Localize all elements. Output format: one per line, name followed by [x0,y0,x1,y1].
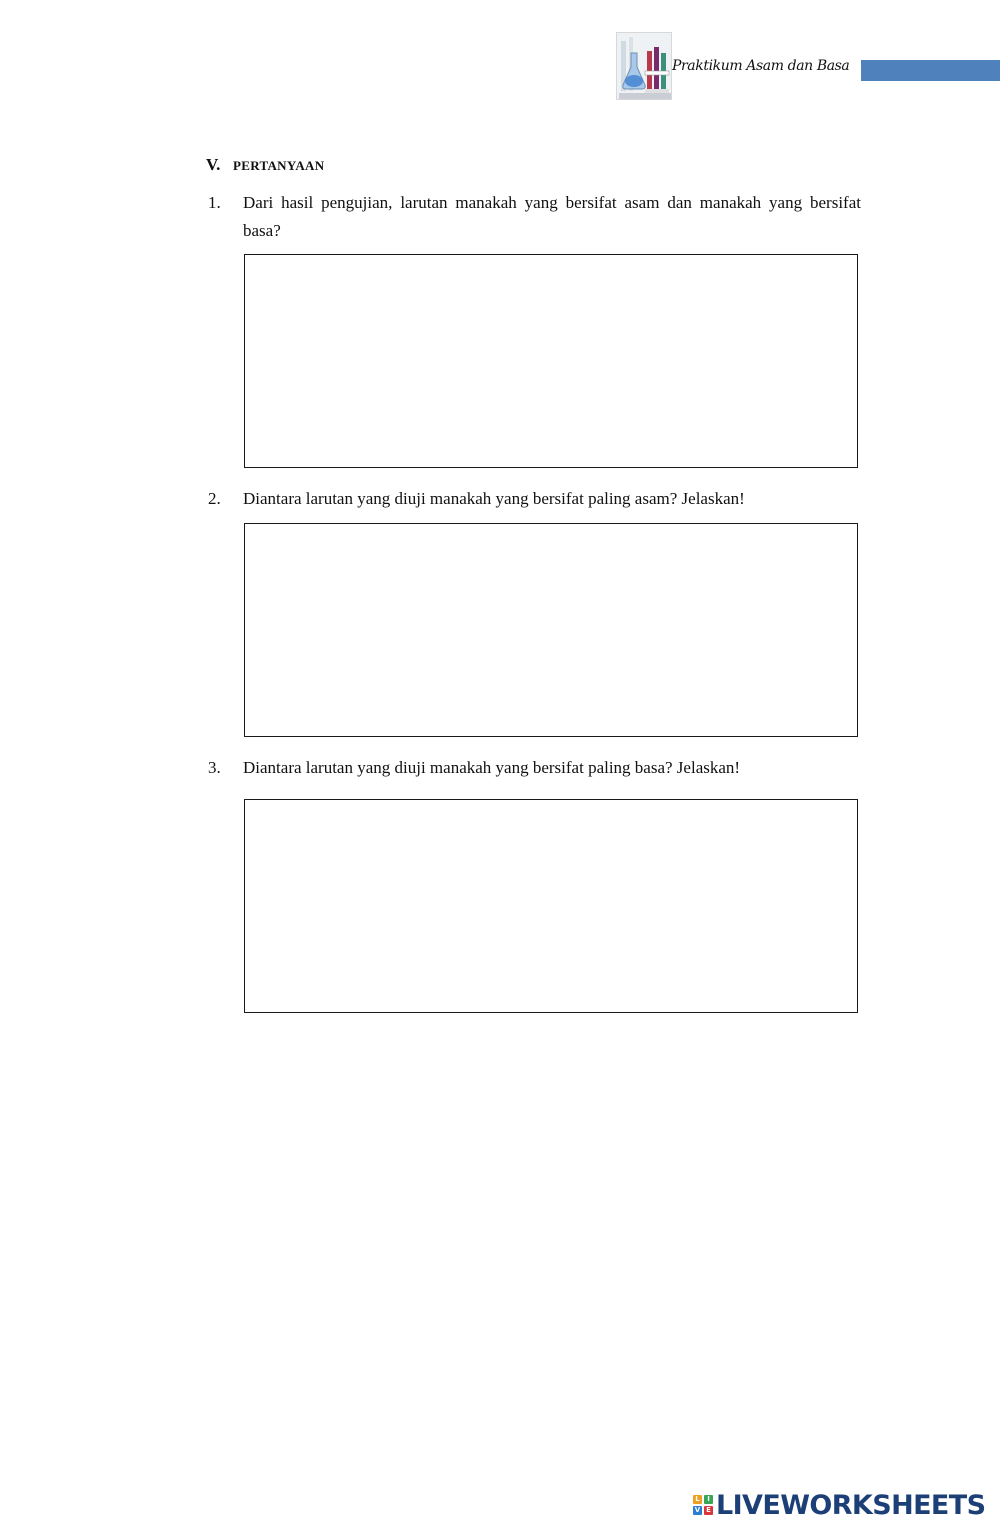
question-number: 2. [208,489,221,508]
question-text: Diantara larutan yang diuji manakah yang bersifat paling basa? Jelaskan! [243,758,741,777]
header-accent-bar [861,60,1000,81]
badge-letter: E [704,1506,713,1515]
badge-letter: I [704,1495,713,1504]
question-text: Dari hasil pengujian, larutan manakah yang bersifat asam dan manakah yang bersifat basa? [243,193,861,240]
laboratory-flasks-icon [617,33,672,100]
question-3 [208,754,861,782]
question-2 [208,485,861,513]
section-heading [206,155,324,175]
question-text: Diantara larutan yang diuji manakah yang bersifat paling asam? Jelaskan! [243,489,745,508]
header-title: Praktikum Asam dan Basa [672,58,850,74]
liveworksheets-badge-icon [693,1495,713,1515]
section-title: PERTANYAAN [233,158,325,173]
liveworksheets-logo[interactable] [693,1489,985,1521]
answer-box-1[interactable] [244,254,858,468]
section-number: V. [206,155,221,174]
logo-text: LIVEWORKSHEETS [716,1489,986,1521]
badge-letter: L [693,1495,702,1504]
answer-box-3[interactable] [244,799,858,1013]
badge-letter: V [694,1506,701,1514]
question-number: 3. [208,758,221,777]
answer-box-2[interactable] [244,523,858,737]
header-flask-image [616,32,672,100]
question-1 [208,189,861,245]
question-number: 1. [208,193,221,212]
